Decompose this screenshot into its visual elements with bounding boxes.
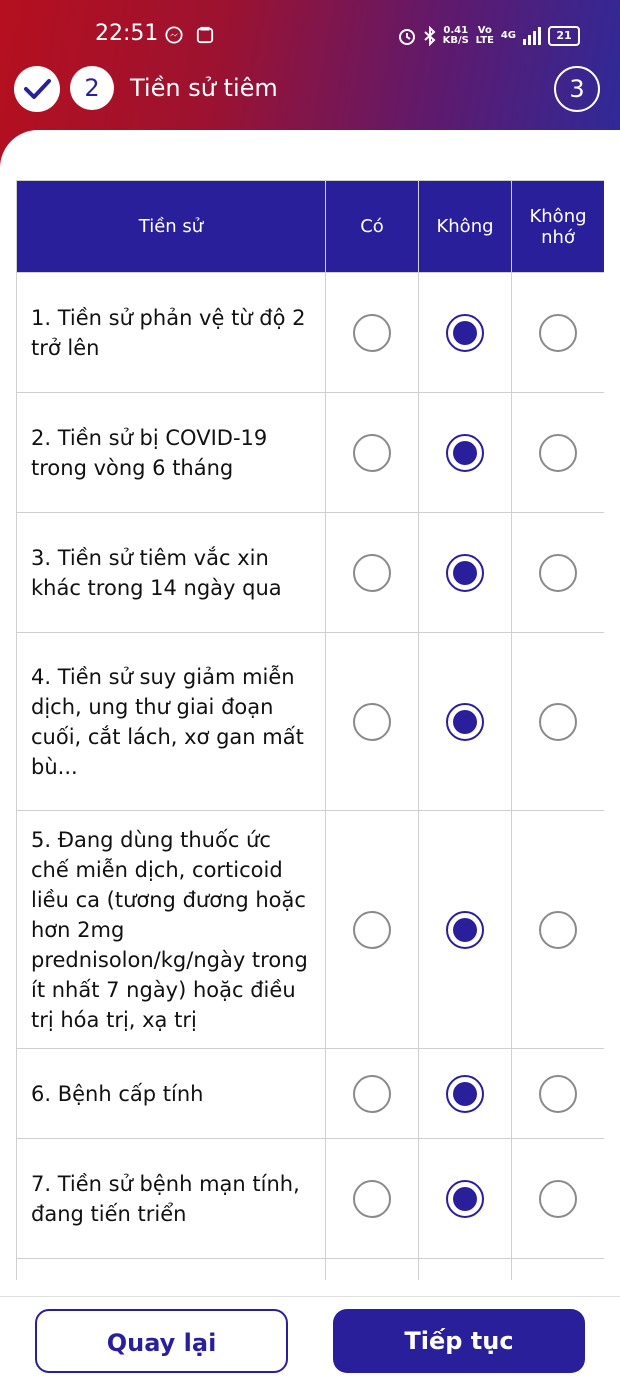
battery-icon (548, 26, 580, 46)
option-cell-no (419, 393, 512, 513)
bluetooth-icon (423, 26, 437, 46)
step-completed-button[interactable] (14, 66, 60, 112)
radio-yes[interactable] (353, 911, 391, 949)
question-text: 4. Tiền sử suy giảm miễn dịch, ung thư giai đoạn cuối, cắt lách, xơ gan mất bù... (17, 633, 326, 811)
option-cell-yes (326, 633, 419, 811)
option-cell-yes (326, 1049, 419, 1139)
radio-yes[interactable] (353, 1180, 391, 1218)
continue-button[interactable]: Tiếp tục (333, 1309, 585, 1373)
step-title: Tiền sử tiêm (130, 74, 278, 102)
step-navigation (0, 62, 620, 118)
option-cell-yes (326, 1139, 419, 1259)
network-speed (443, 26, 469, 46)
table-row (17, 811, 605, 1049)
history-table-container (16, 180, 604, 1280)
check-icon (14, 66, 60, 112)
table-row (17, 513, 605, 633)
option-cell-dont-remember (512, 1139, 605, 1259)
step-current-indicator[interactable]: 2 (70, 66, 114, 110)
header-yes: Có (326, 181, 419, 273)
option-cell-dont-remember (512, 633, 605, 811)
radio-no[interactable] (446, 911, 484, 949)
question-text: 5. Đang dùng thuốc ức chế miễn dịch, corticoid liều ca (tương đương hoặc hơn 2mg prednisolon/kg/ngày trong ít nhất 7 ngày) hoặc điều trị hóa trị, xạ trị (17, 811, 326, 1049)
question-text (17, 1259, 326, 1281)
radio-no[interactable] (446, 434, 484, 472)
radio-dont-remember[interactable] (539, 434, 577, 472)
radio-yes[interactable] (353, 554, 391, 592)
question-text: 7. Tiền sử bệnh mạn tính, đang tiến triển (17, 1139, 326, 1259)
option-cell-no (419, 633, 512, 811)
table-row (17, 633, 605, 811)
option-cell-dont-remember (512, 1049, 605, 1139)
header-history: Tiền sử (17, 181, 326, 273)
back-button[interactable]: Quay lại (35, 1309, 288, 1373)
header-no: Không (419, 181, 512, 273)
alarm-icon (397, 26, 417, 46)
option-cell-dont-remember (512, 393, 605, 513)
radio-no[interactable] (446, 1075, 484, 1113)
radio-dont-remember[interactable] (539, 911, 577, 949)
option-cell-dont-remember (512, 1259, 605, 1281)
table-header-row (17, 181, 605, 273)
option-cell-no (419, 1259, 512, 1281)
table-row (17, 1259, 605, 1281)
network-speed-unit: KB/S (442, 35, 469, 46)
radio-no[interactable] (446, 1180, 484, 1218)
option-cell-dont-remember (512, 273, 605, 393)
network-speed-value: 0.41 (443, 25, 469, 36)
radio-no[interactable] (446, 703, 484, 741)
radio-dont-remember[interactable] (539, 1180, 577, 1218)
volte-indicator: Vo LTE (475, 25, 495, 46)
question-text: 6. Bệnh cấp tính (17, 1049, 326, 1139)
table-row (17, 1139, 605, 1259)
option-cell-no (419, 273, 512, 393)
table-row (17, 1049, 605, 1139)
radio-dont-remember[interactable] (539, 554, 577, 592)
signal-icon (522, 27, 542, 45)
option-cell-no (419, 513, 512, 633)
step-next-indicator[interactable]: 3 (554, 66, 600, 112)
option-cell-yes (326, 393, 419, 513)
radio-yes[interactable] (353, 314, 391, 352)
messenger-icon (165, 26, 183, 44)
option-cell-dont-remember (512, 513, 605, 633)
table-row (17, 393, 605, 513)
history-table (16, 180, 604, 1280)
radio-dont-remember[interactable] (539, 314, 577, 352)
status-bar (0, 0, 620, 70)
option-cell-dont-remember (512, 811, 605, 1049)
network-type: 4G (500, 30, 516, 41)
radio-dont-remember[interactable] (539, 703, 577, 741)
question-text: 3. Tiền sử tiêm vắc xin khác trong 14 ngày qua (17, 513, 326, 633)
footer-bar (0, 1296, 620, 1386)
status-right-group (397, 23, 580, 49)
option-cell-yes (326, 811, 419, 1049)
radio-yes[interactable] (353, 1075, 391, 1113)
radio-yes[interactable] (353, 434, 391, 472)
option-cell-no (419, 1139, 512, 1259)
radio-no[interactable] (446, 554, 484, 592)
radio-dont-remember[interactable] (539, 1075, 577, 1113)
option-cell-yes (326, 1259, 419, 1281)
option-cell-yes (326, 273, 419, 393)
option-cell-no (419, 1049, 512, 1139)
status-time: 22:51 (95, 21, 159, 46)
question-text: 1. Tiền sử phản vệ từ độ 2 trở lên (17, 273, 326, 393)
header-dont-remember: Không nhớ (512, 181, 605, 273)
battery-level: 21 (556, 29, 572, 42)
radio-no[interactable] (446, 314, 484, 352)
question-text: 2. Tiền sử bị COVID-19 trong vòng 6 tháng (17, 393, 326, 513)
radio-yes[interactable] (353, 703, 391, 741)
notification-app-icon (196, 26, 214, 44)
option-cell-no (419, 811, 512, 1049)
table-row (17, 273, 605, 393)
option-cell-yes (326, 513, 419, 633)
